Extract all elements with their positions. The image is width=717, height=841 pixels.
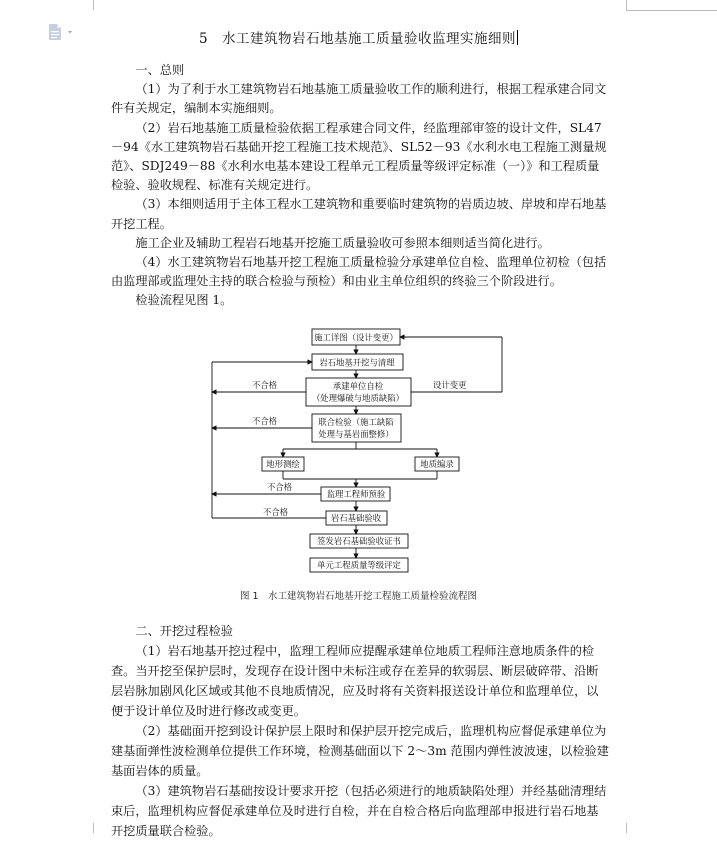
flow-node-label: 岩石基础验收: [330, 513, 382, 523]
flow-node-label: 签发岩石基础验收证书: [317, 536, 401, 546]
section-heading: 一、总则: [135, 63, 185, 77]
text-cursor: [517, 30, 518, 45]
flow-node-label: 地质编录: [420, 459, 454, 469]
flow-node-label: 地形测绘: [266, 459, 300, 469]
margin-mark: [626, 0, 627, 10]
flow-node-label: （处理爆破与地质缺陷）: [311, 393, 405, 403]
paragraph: （2）基础面开挖到设计保护层上限时和保护层开挖完成后，监理机构应督促承建单位为建基面弹性波检测单位提供工作环境，检测基础面以下 2～3m 范围内弹性波波速，以检验建基面岩体的质量。: [111, 724, 609, 778]
page-title: 5 水工建筑物岩石地基施工质量验收监理实施细则: [198, 31, 517, 47]
flow-node-label: 岩石地基开挖与清理: [319, 357, 395, 368]
margin-mark: [626, 10, 717, 11]
flow-node-label: 处理与基岩面整修）: [318, 429, 394, 439]
margin-mark: [93, 0, 94, 10]
paragraph: 施工企业及辅助工程岩石地基开挖施工质量验收可参照本细则适当简化进行。: [135, 235, 550, 250]
paragraph: （3）本细则适用于主体工程水工建筑物和重要临时建筑物的岩质边坡、岸坡和岸石地基开挖工程。: [111, 197, 607, 231]
paragraph: （2）岩石地基施工质量检验依据工程承建合同文件，经监理部审签的设计文件，SL47－94《水工建筑物岩石基础开挖工程施工技术规范》、SL52－93《水利水电工程施工测量规范》、SDJ249－88《水利水电基本建设工程单元工程质量等级评定标准（一）》和工程质量检验、验收规程、标准有关规定进行。: [111, 120, 607, 193]
flow-edge-label-fail: 不合格: [263, 507, 289, 517]
flow-edge-label-fail: 不合格: [252, 416, 278, 426]
flow-node-label: 单元工程质量等级评定: [317, 560, 401, 570]
paragraph: （1）为了利于水工建筑物岩石地基施工质量验收工作的顺利进行，根据工程承建合同文件有关规定，编制本实施细则。: [111, 82, 607, 116]
flow-node-label: 监理工程师预验: [326, 489, 386, 499]
flow-node-label: 施工详图（设计变更）: [314, 332, 398, 343]
paragraph: （4）水工建筑物岩石地基开挖工程施工质量检验分承建单位自检、监理单位初检（包括由监理部或监理处主持的联合检验与预检）和由业主单位组织的终验三个阶段进行。: [111, 255, 607, 289]
paragraph: （1）岩石地基开挖过程中，监理工程师应提醒承建单位地质工程师注意地质条件的检查。当开挖至保护层时，发现存在设计图中未标注或存在差异的软弱层、断层破碎带、沿断层岩脉加剧风化区域或其他不良地质情况，应及时将有关资料报送设计单位和监理单位，以便于设计单位及时进行修改或变更。: [111, 644, 599, 718]
figure-caption: 图 1 水工建筑物岩石地基开挖工程施工质量检验流程图: [239, 591, 478, 602]
section-general: [111, 61, 609, 311]
flow-node-label: 承建单位自检: [332, 381, 384, 391]
flow-edge-label-design-change: 设计变更: [433, 380, 467, 390]
paragraph: 检验流程见图 1。: [135, 293, 233, 308]
flow-edge-label-fail: 不合格: [252, 380, 278, 390]
inspection-flowchart: [206, 327, 520, 577]
margin-mark: [93, 823, 94, 833]
flow-node-label: 联合检验（施工缺陷: [318, 417, 394, 427]
margin-mark: [626, 823, 627, 833]
section-excavation-inspection: [111, 621, 609, 841]
flow-edge-label-fail: 不合格: [267, 482, 293, 492]
section-heading: 二、开挖过程检验: [135, 624, 233, 638]
paragraph: （3）建筑物岩石基础按设计要求开挖（包括必须进行的地质缺陷处理）并经基础清理结束后，监理机构应督促承建单位及时进行自检，并在自检合格后向监理部申报进行岩石地基开挖质量联合检验。: [111, 784, 607, 838]
